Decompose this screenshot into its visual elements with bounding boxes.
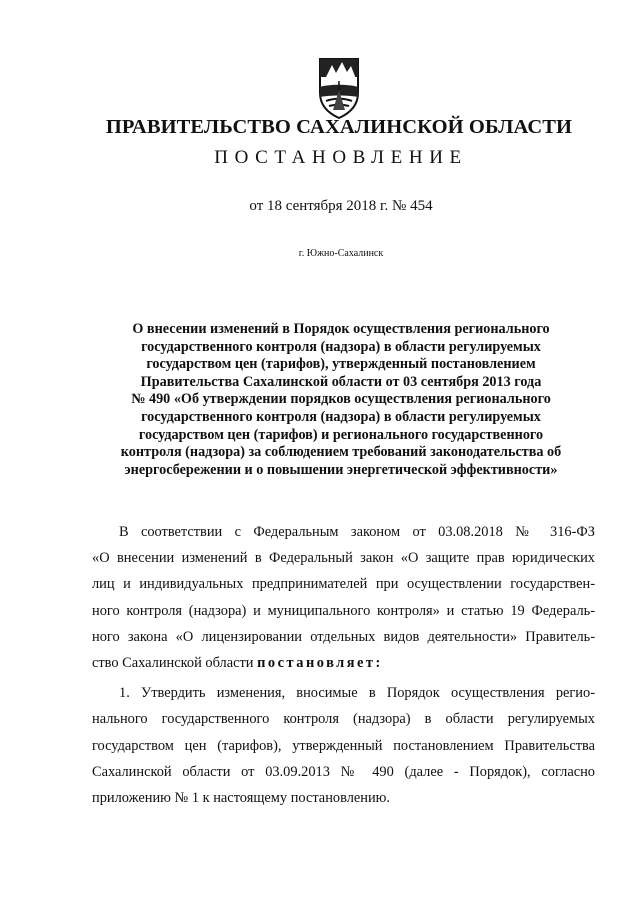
subject-line: контроля (надзора) за соблюдением требований законодательства об xyxy=(120,444,562,461)
subject-line: № 490 «Об утверждении порядков осуществления регионального xyxy=(131,391,551,408)
item1-line: Сахалинской области от 03.09.2013 № 490 (далее - Порядок), согласно xyxy=(92,763,595,780)
preamble-line: лиц и индивидуальных предпринимателей при осуществлении государствен- xyxy=(92,576,595,593)
item1-line: государством цен (тарифов), утвержденный постановлением Правительства xyxy=(92,737,595,754)
subject-line: О внесении изменений в Порядок осуществления регионального xyxy=(132,321,550,337)
organization-title: ПРАВИТЕЛЬСТВО САХАЛИНСКОЙ ОБЛАСТИ xyxy=(105,116,573,138)
document-city: г. Южно-Сахалинск xyxy=(298,248,384,259)
subject-line: Правительства Сахалинской области от 03 сентября 2013 года xyxy=(140,373,542,390)
resolves-word: постановляет: xyxy=(257,654,383,671)
preamble-last-line xyxy=(92,650,595,676)
preamble-line: В соответствии с Федеральным законом от 03.08.2018 № 316-ФЗ xyxy=(119,524,595,540)
item1-line: приложению № 1 к настоящему постановлению. xyxy=(92,789,391,806)
subject-line: энергосбережении и о повышении энергетической эффективности» xyxy=(124,461,558,478)
preamble-line: ство Сахалинской области xyxy=(92,654,254,671)
subject-line: государством цен (тарифов) и регионального государственного xyxy=(138,426,544,443)
subject-line: государственного контроля (надзора) в области регулируемых xyxy=(141,408,541,425)
document-type: ПОСТАНОВЛЕНИЕ xyxy=(214,147,468,168)
preamble-line: «О внесении изменений в Федеральный закон «О защите прав юридических xyxy=(92,550,595,567)
subject-line: государственного контроля (надзора) в области регулируемых xyxy=(141,338,541,355)
preamble-line: ного контроля (надзора) и муниципального контроля» и статью 19 Федераль- xyxy=(92,602,595,619)
item1-line: нального государственного контроля (надзора) в области регулируемых xyxy=(92,711,595,728)
sakhalin-coat-of-arms-icon xyxy=(316,57,362,119)
document-date-number: от 18 сентября 2018 г. № 454 xyxy=(249,198,433,214)
item1-line: 1. Утвердить изменения, вносимые в Порядок осуществления регио- xyxy=(119,685,595,702)
document-subject xyxy=(98,321,584,479)
preamble-line: ного закона «О лицензировании отдельных видов деятельности» Правитель- xyxy=(92,628,595,645)
subject-line: государством цен (тарифов), утвержденный постановлением xyxy=(146,356,536,373)
document-body xyxy=(92,519,595,811)
